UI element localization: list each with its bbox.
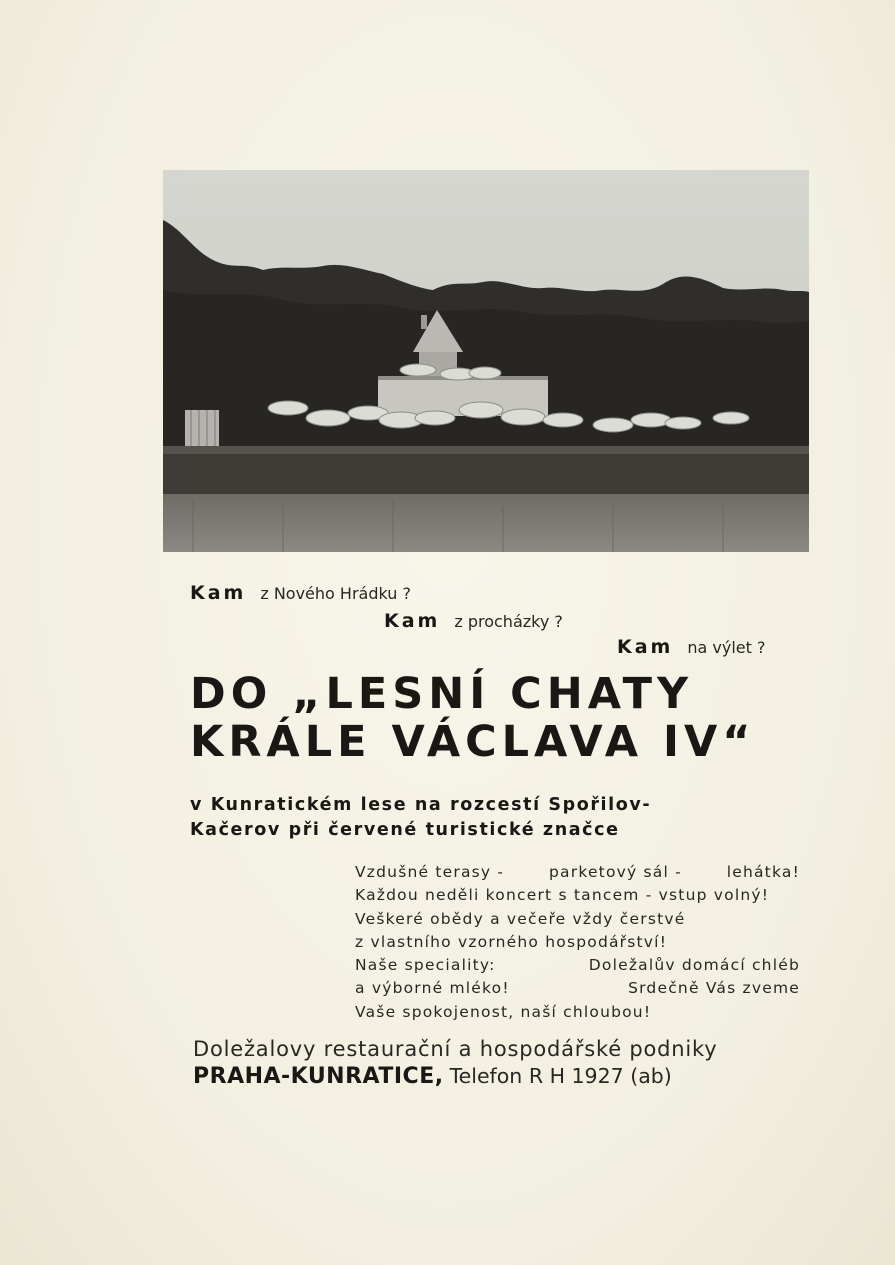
tagline-kam: Kam (190, 582, 247, 604)
feature-row (355, 884, 800, 907)
feature-text: Vzdušné terasy - (355, 863, 505, 881)
tagline-text: z procházky ? (454, 612, 563, 631)
feature-text: Doležalův domácí chléb (588, 956, 800, 975)
restaurant-photo (163, 170, 809, 552)
feature-text: Každou neděli koncert s tancem - vstup volný! (355, 886, 770, 905)
feature-row (355, 861, 800, 884)
tagline-kam: Kam (617, 636, 674, 658)
owner-name: Doležalovy restaurační a hospodářské podniky (193, 1037, 718, 1061)
location-line-1: v Kunratickém lese na rozcestí Spořilov- (190, 795, 652, 815)
feature-text: Vaše spokojenost, naší chloubou! (355, 1002, 652, 1021)
feature-row (355, 1001, 800, 1024)
tagline-text: na výlet ? (687, 638, 766, 657)
features-list (355, 861, 800, 1024)
feature-text: Srdečně Vás zveme (628, 979, 800, 998)
feature-row (355, 977, 800, 1000)
tagline-kam: Kam (384, 610, 441, 632)
contact-line (193, 1064, 803, 1089)
feature-text: lehátka! (726, 863, 800, 881)
feature-text: Naše speciality: (355, 956, 496, 975)
feature-row (355, 931, 800, 954)
headline-line-2: KRÁLE VÁCLAVA IV“ (190, 717, 756, 767)
feature-text: a výborné mléko! (355, 979, 510, 998)
tagline-walk (384, 610, 563, 632)
feature-row (355, 908, 800, 931)
location-line-2: Kačerov při červené turistické značce (190, 820, 620, 840)
location-text (190, 793, 800, 843)
tagline-text: z Nového Hrádku ? (260, 584, 411, 603)
phone-number: Telefon R H 1927 (ab) (449, 1064, 672, 1088)
city-name: PRAHA-KUNRATICE, (193, 1064, 444, 1089)
feature-text: parketový sál - (549, 863, 682, 881)
headline (190, 670, 800, 766)
feature-text: z vlastního vzorného hospodářství! (355, 932, 668, 951)
feature-row (355, 954, 800, 977)
feature-text: Veškeré obědy a večeře vždy čerstvé (355, 909, 686, 928)
tagline-trip (617, 636, 765, 658)
headline-line-1: DO „LESNÍ CHATY (190, 669, 694, 719)
tagline-new-hradek (190, 582, 411, 604)
